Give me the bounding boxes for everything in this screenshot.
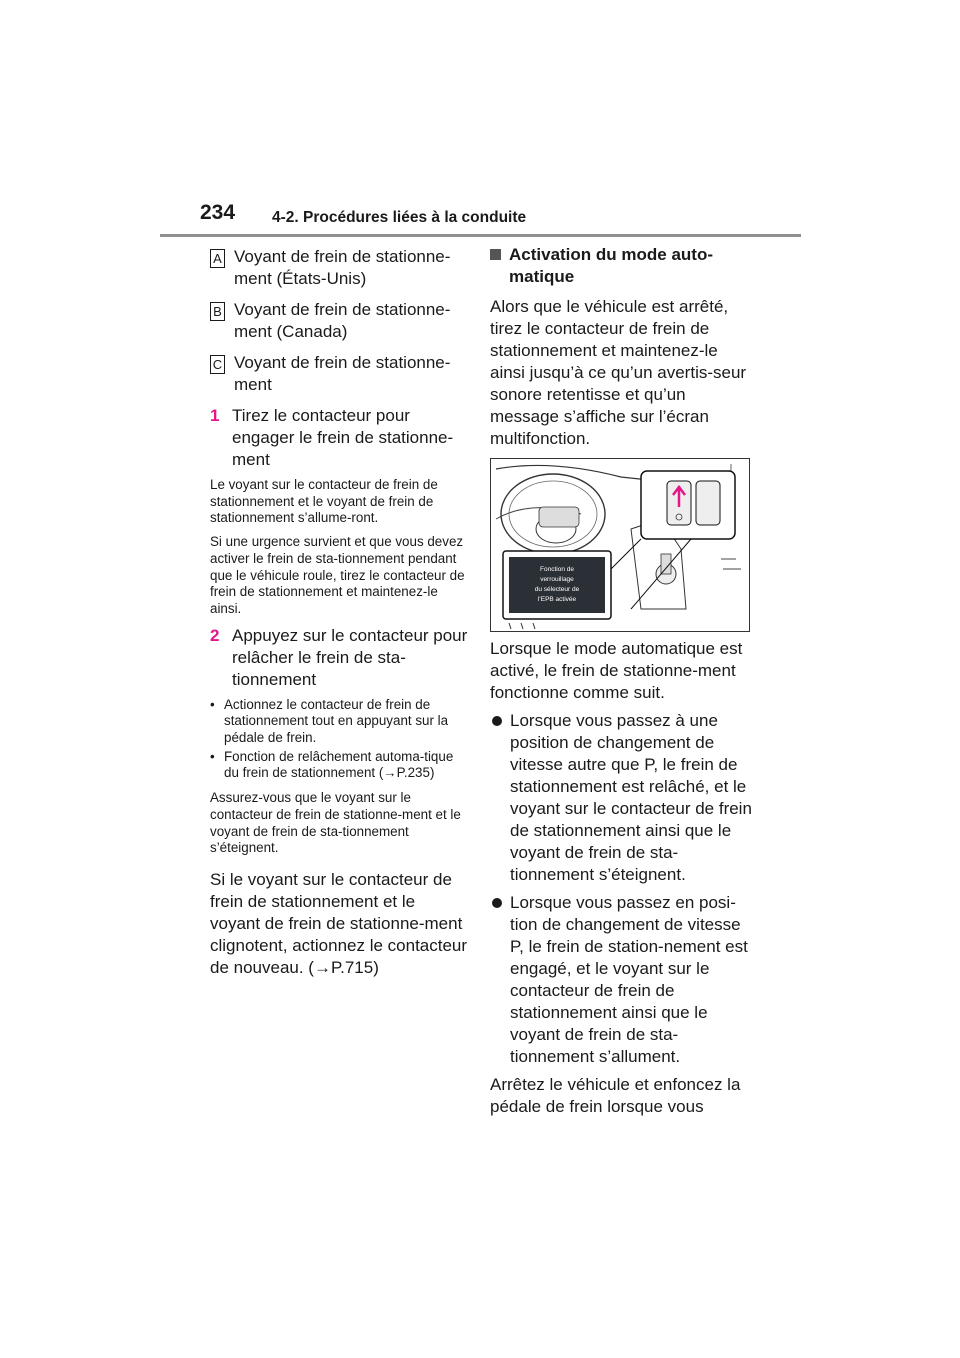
letter-box: C xyxy=(210,355,225,374)
bullet-text: Lorsque vous passez en posi-tion de changement de vitesse P, le frein de station-nement est engagé, et le voyant sur le contacteur de frein de stationnement ainsi que le voyant de frein de sta-tionnement s’allument. xyxy=(510,893,748,1066)
sub-heading xyxy=(490,244,754,288)
step-2 xyxy=(210,625,468,691)
step-text: Appuyez sur le contacteur pour relâcher le frein de sta-tionnement xyxy=(232,625,468,689)
label-b xyxy=(210,299,468,343)
label-text: Voyant de frein de stationne-ment (Canada) xyxy=(234,300,451,341)
label-a xyxy=(210,246,468,290)
body-paragraph: Arrêtez le véhicule et enfoncez la pédale de frein lorsque vous xyxy=(490,1075,741,1116)
step-number: 1 xyxy=(210,406,220,425)
note-paragraph: Le voyant sur le contacteur de frein de stationnement et le voyant de frein de stationnement s’allume-ront. xyxy=(210,477,438,526)
bullet-text: Actionnez le contacteur de frein de stationnement tout en appuyant sur la pédale de frein. xyxy=(224,696,449,746)
caption-line: Fonction de xyxy=(540,566,574,573)
label-c xyxy=(210,352,468,396)
section-title: 4-2. Procédures liées à la conduite xyxy=(272,209,527,226)
label-text: Voyant de frein de stationne-ment (États-Unis) xyxy=(234,247,451,288)
bullet-mark: • xyxy=(210,748,215,764)
list-item xyxy=(490,710,754,886)
page-header xyxy=(200,201,800,235)
step-1 xyxy=(210,405,468,471)
square-bullet-icon xyxy=(490,249,501,260)
sub-heading-text: Activation du mode auto-matique xyxy=(509,245,713,286)
list-item xyxy=(210,749,468,782)
header-rule xyxy=(160,234,801,237)
caption-line: l’EPB activée xyxy=(537,596,577,603)
bullet-text: Fonction de relâchement automa-tique du frein de stationnement (→P.235) xyxy=(224,748,454,781)
left-column xyxy=(210,246,468,985)
body-paragraph: Lorsque le mode automatique est activé, le frein de stationne-ment fonctionne comme suit. xyxy=(490,639,743,702)
body-paragraph: Si le voyant sur le contacteur de frein de stationnement et le voyant de frein de stationne-ment clignotent, actionnez le contacteur de nouveau. (→P.715) xyxy=(210,869,468,977)
label-text: Voyant de frein de stationne-ment xyxy=(234,353,451,394)
bullet-text: Lorsque vous passez à une position de changement de vitesse autre que P, le frein de stationnement est relâché, et le voyant sur le contacteur de frein de stationnement ainsi que le voyant de frein de sta-tionnement s’éteignent. xyxy=(510,711,752,884)
list-item xyxy=(490,892,754,1068)
bullet-dot-icon xyxy=(492,898,502,908)
note-paragraph: Assurez-vous que le voyant sur le contacteur de frein de stationne-ment et le voyant de frein de sta-tionnement s’éteignent. xyxy=(210,790,461,856)
page-number: 234 xyxy=(200,201,236,224)
step-number: 2 xyxy=(210,625,220,645)
note-paragraph: Si une urgence survient et que vous devez activer le frein de sta-tionnement pendant que le véhicule roule, tirez le contacteur de frein de stationnement et maintenez-le ainsi. xyxy=(210,534,465,616)
bullet-mark: • xyxy=(210,696,215,712)
step-text: Tirez le contacteur pour engager le frein de stationne-ment xyxy=(232,406,454,469)
letter-box: B xyxy=(210,302,225,321)
list-item xyxy=(210,697,468,747)
caption-line: du sélecteur de xyxy=(534,586,580,593)
right-column xyxy=(490,244,754,1124)
letter-box: A xyxy=(210,249,225,268)
body-paragraph: Alors que le véhicule est arrêté, tirez le contacteur de frein de stationnement et maintenez-le ainsi jusqu’à ce qu’un avertis-seur sonore retentisse et qu’un message s’affiche sur l’écran multifonction. xyxy=(490,297,747,448)
bullet-dot-icon xyxy=(492,716,502,726)
parking-brake-illustration xyxy=(490,458,750,632)
caption-line: verrouillage xyxy=(540,576,574,583)
